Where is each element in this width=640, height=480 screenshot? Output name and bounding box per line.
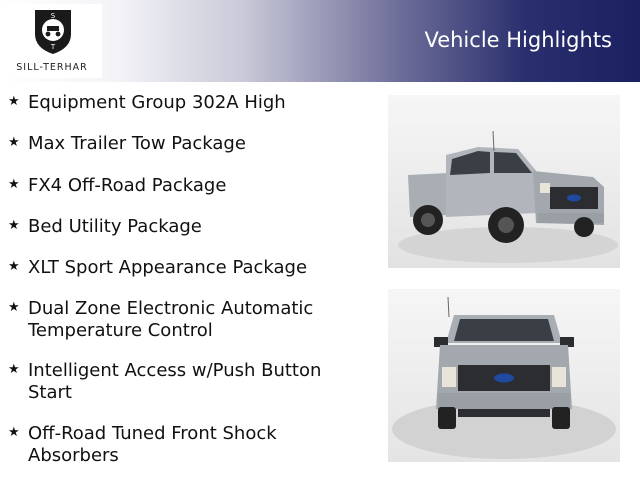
truck-front-icon [388,289,620,462]
highlight-text: Max Trailer Tow Package [28,133,246,154]
star-bullet-icon: ★ [8,362,20,377]
dealer-logo [2,4,102,78]
highlight-text: Equipment Group 302A High [28,92,286,113]
highlight-text: FX4 Off-Road Package [28,175,227,196]
shield-logo-icon [33,8,73,56]
highlight-text: XLT Sport Appearance Package [28,257,308,278]
truck-three-quarter-icon [388,95,620,268]
truck-front-photo [388,289,620,462]
highlight-text: Dual Zone Electronic Automatic Temperature Control [28,298,314,341]
logo-brand-text: SILL-TERHAR [16,62,88,73]
highlight-text: Off-Road Tuned Front Shock Absorbers [28,423,277,466]
star-bullet-icon: ★ [8,259,20,274]
star-bullet-icon: ★ [8,218,20,233]
highlight-text: Intelligent Access w/Push Button Start [28,360,322,403]
header-banner [0,0,640,82]
page-title: Vehicle Highlights [424,28,612,52]
logo-top-letter: S [50,12,56,20]
star-bullet-icon: ★ [8,425,20,440]
star-bullet-icon: ★ [8,177,20,192]
star-bullet-icon: ★ [8,300,20,315]
truck-side-photo [388,95,620,268]
star-bullet-icon: ★ [8,94,20,109]
logo-bottom-letter: T [50,43,56,51]
star-bullet-icon: ★ [8,135,20,150]
highlight-text: Bed Utility Package [28,216,202,237]
